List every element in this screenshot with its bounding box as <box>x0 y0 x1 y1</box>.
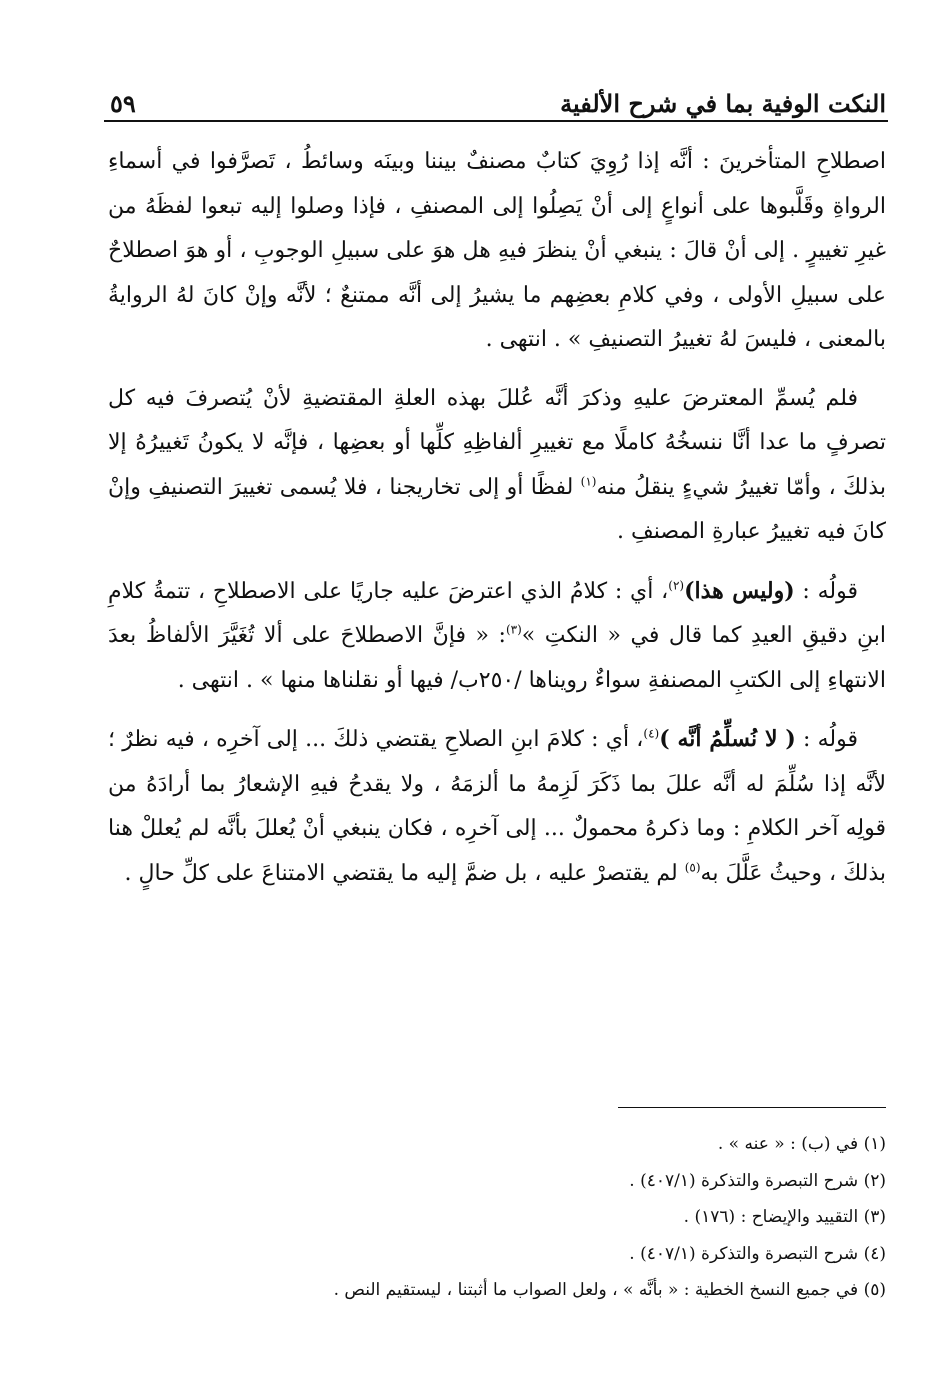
footnotes <box>108 1126 886 1309</box>
footnote-ref-4: (٤) <box>643 726 660 741</box>
paragraph-4-quote: ( لا نُسلِّمُ أنَّه ) <box>659 726 796 752</box>
paragraph-3 <box>108 569 886 704</box>
paragraph-4 <box>108 717 886 896</box>
header-rule <box>104 120 888 122</box>
paragraph-2-tail: لفظًا أو إلى تخاريجنا ، فلا يُسمى تغييرَ التصنيفِ وإنْ كانَ فيه تغييرُ عبارةِ المصنفِ . <box>108 474 886 544</box>
page-header <box>110 66 886 116</box>
paragraph-2 <box>108 377 886 555</box>
footnote-ref-2: (٢) <box>668 578 685 593</box>
paragraph-3-lead: قولُه : <box>794 578 858 604</box>
footnote-ref-5: (٥) <box>684 860 701 875</box>
paragraph-1 <box>108 140 886 363</box>
running-title: النكت الوفية بما في شرح الألفية <box>560 89 886 118</box>
paragraph-3-mid: ، أي : كلامُ الذي اعترضَ عليه جاريًا على الاصطلاحِ ، تتمةُ كلامِ ابنِ دقيقِ العيدِ كما قال في « النكتِ » <box>108 578 886 648</box>
footnote-ref-3: (٣) <box>505 622 522 637</box>
footnote-3: (٣) التقييد والإيضاح : (١٧٦) . <box>683 1207 886 1227</box>
footnote-ref-1: (١) <box>580 474 597 489</box>
footnote-4: (٤) شرح التبصرة والتذكرة (٤٠٧/١) . <box>629 1243 886 1264</box>
footnote-5: (٥) في جميع النسخ الخطية : « بأنَّه » ، ولعل الصواب ما أثبتنا ، ليستقيم النص . <box>333 1280 886 1300</box>
footnote-2: (٢) شرح التبصرة والتذكرة (٤٠٧/١) . <box>629 1170 886 1191</box>
main-text <box>108 140 886 910</box>
paragraph-3-quote: (وليس هذا) <box>684 577 795 604</box>
footnote-1: (١) في (ب) : « عنه » . <box>717 1134 886 1154</box>
paragraph-2-text: فلم يُسمِّ المعترضَ عليهِ وذكرَ أنَّه عُللَ بهذه العلةِ المقتضيةِ لأنْ يُتصرفَ فيه كل تصرفٍ ما عدا أنَّا ننسخُهُ كاملًا مع تغييرِ ألفاظِهِ كلِّها أو بعضِها ، فإنَّه لا يكونُ تَغييرُهُ إلا بذلكَ ، وأمّا تغييرُ شيءٍ ينقلُ منه <box>108 385 886 500</box>
paragraph-4-tail: لم يقتصرْ عليه ، بل ضمَّ إليه ما يقتضي الامتناعَ على كلِّ حالٍ . <box>124 860 685 886</box>
footnote-rule <box>618 1107 886 1108</box>
paragraph-1-text: اصطلاحِ المتأخرينَ : أنَّه إذا رُوِيَ كتابٌ مصنفٌ بيننا وبينَه وسائطُ ، تَصرَّفوا في أسماءِ الرواةِ وقَلَّبوها على أنواعٍ إلى أنْ يَصِلُوا إلى المصنفِ ، فإذا وصلوا إليه تبعوا لفظَهُ من غيرِ تغييرٍ . إلى أنْ قالَ : ينبغي أنْ ينظرَ فيهِ هل هوَ على سبيلِ الوجوبِ ، أو هوَ اصطلاحٌ على سبيلِ الأولى ، وفي كلامِ بعضِهم ما يشيرُ إلى أنَّه ممتنعٌ ؛ لأنَّه وإنْ كانَ لهُ الروايةُ بالمعنى ، فليسَ لهُ تغييرُ التصنيفِ » . انتهى . <box>108 149 886 352</box>
paragraph-3-tail: : « فإنَّ الاصطلاحَ على ألا تُغَيَّرَ الألفاظُ بعدَ الانتهاءِ إلى الكتبِ المصنفةِ سواءٌ رويناها /٢٥٠ب/ فيها أو نقلناها منها » . انتهى . <box>108 623 886 693</box>
paragraph-4-lead: قولُه : <box>795 727 858 752</box>
page-number: ٥٩ <box>110 89 136 118</box>
paragraph-4-mid: ، أي : كلامَ ابنِ الصلاحِ يقتضي ذلكَ ... إلى آخرِه ، فيه نظرٌ ؛ لأنَّه إذا سُلِّمَ له أنَّه عللَ بما ذَكَرَ لَزِمهُ ما ألزمَهُ ، ولا يقدحُ فيهِ الإشعارُ بما أرادَهُ من قولِه آخر الكلامِ : وما ذكرهُ محمولٌ ... إلى آخرِه ، فكان ينبغي أنْ يُعللَ بأنَّه لم يُعللْ هنا بذلكَ ، وحيثُ عَلَّلَ به <box>108 727 886 886</box>
